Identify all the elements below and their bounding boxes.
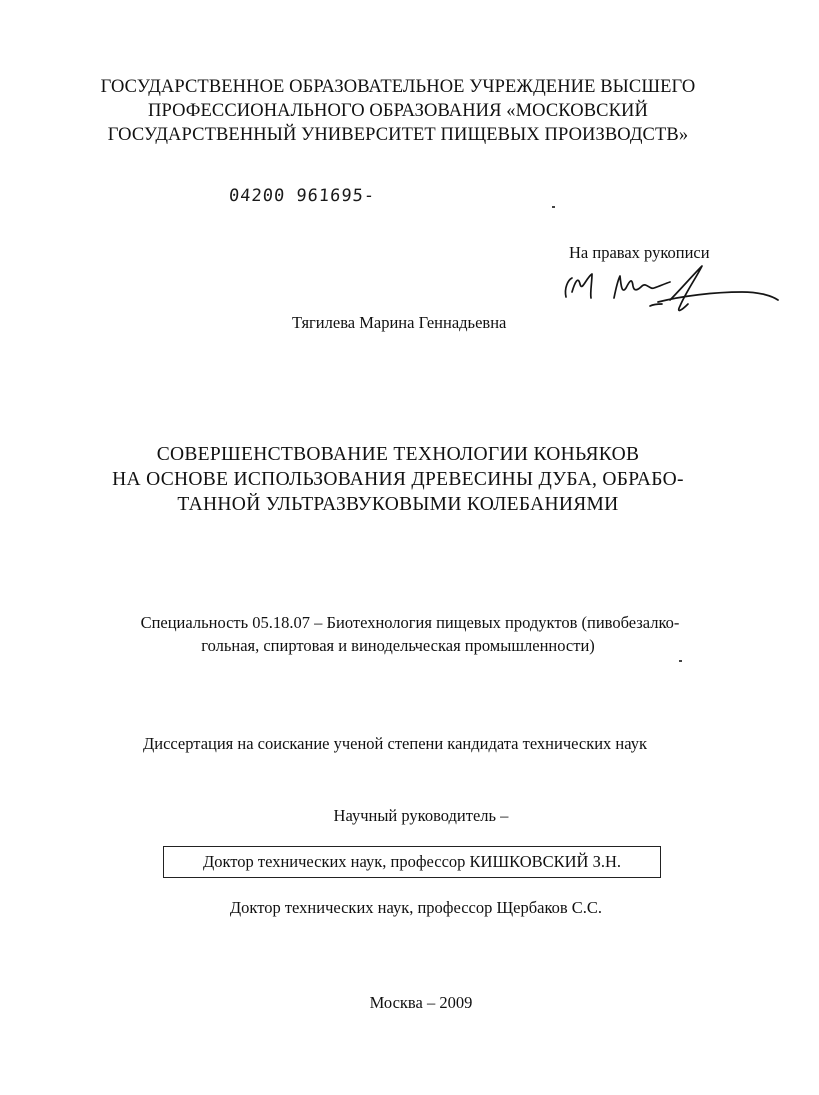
library-stamp-number: 04200 961695- bbox=[228, 186, 376, 206]
title-line-3: ТАННОЙ УЛЬТРАЗВУКОВЫМИ КОЛЕБАНИЯМИ bbox=[177, 494, 619, 515]
svg-text:M Mu: M Mu bbox=[546, 252, 549, 253]
scan-speck bbox=[552, 206, 555, 208]
place-year: Москва – 2009 bbox=[369, 993, 473, 1012]
org-line-3: ГОСУДАРСТВЕННЫЙ УНИВЕРСИТЕТ ПИЩЕВЫХ ПРОИЗВОДСТВ» bbox=[107, 125, 689, 145]
specialty-line-2: гольная, спиртовая и винодельческая промышленности) bbox=[201, 636, 595, 655]
advisor-label: Научный руководитель – bbox=[333, 806, 509, 825]
title-line-2: НА ОСНОВЕ ИСПОЛЬЗОВАНИЯ ДРЕВЕСИНЫ ДУБА, ОБРАБО- bbox=[112, 469, 684, 490]
specialty-line-1: Специальность 05.18.07 – Биотехнология пищевых продуктов (пивобезалко- bbox=[140, 613, 680, 632]
advisor-secondary: Доктор технических наук, профессор Щербаков С.С. bbox=[229, 898, 603, 917]
org-line-1: ГОСУДАРСТВЕННОЕ ОБРАЗОВАТЕЛЬНОЕ УЧРЕЖДЕНИЕ ВЫСШЕГО bbox=[100, 77, 696, 97]
org-line-2: ПРОФЕССИОНАЛЬНОГО ОБРАЗОВАНИЯ «МОСКОВСКИЙ bbox=[148, 101, 648, 121]
scan-speck bbox=[679, 660, 682, 662]
advisor-primary-box: Доктор технических наук, профессор КИШКОВСКИЙ З.Н. bbox=[163, 846, 661, 878]
title-line-1: СОВЕРШЕНСТВОВАНИЕ ТЕХНОЛОГИИ КОНЬЯКОВ bbox=[156, 444, 640, 465]
dissertation-degree: Диссертация на соискание ученой степени кандидата технических наук bbox=[143, 734, 647, 753]
rights-note: На правах рукописи bbox=[569, 243, 710, 262]
author-name: Тягилева Марина Геннадьевна bbox=[292, 313, 507, 332]
